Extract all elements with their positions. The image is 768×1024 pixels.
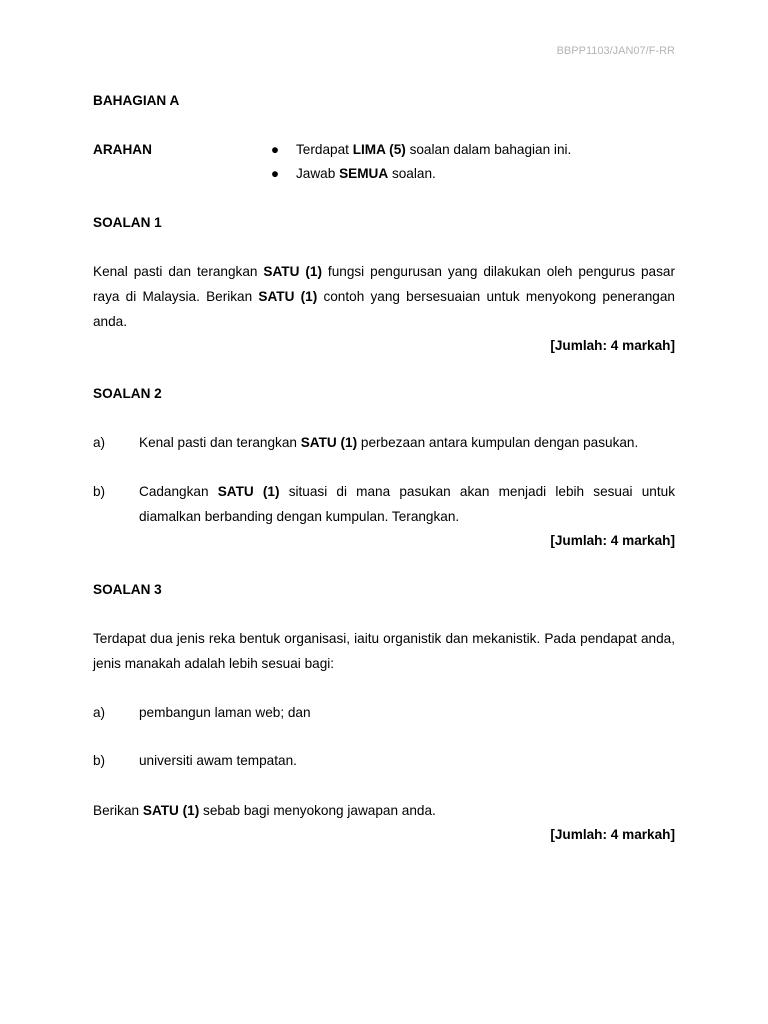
question-1-title: SOALAN 1 (93, 215, 162, 230)
question-3-intro: Terdapat dua jenis reka bentuk organisasi, iaitu organistik dan mekanistik. Pada pendapat anda, jenis manakah adalah lebih sesuai bagi: (93, 631, 675, 671)
question-2b-label: b) (93, 484, 106, 499)
bullet-icon: ● (270, 166, 280, 181)
question-3-marks: [Jumlah: 4 markah] (550, 827, 675, 842)
question-3b-label: b) (93, 753, 106, 768)
question-1-marks: [Jumlah: 4 markah] (550, 338, 675, 353)
question-2a-text: Kenal pasti dan terangkan SATU (1) perbezaan antara kumpulan dengan pasukan. (139, 435, 639, 450)
question-2-marks: [Jumlah: 4 markah] (550, 533, 675, 548)
document-code: BBPP1103/JAN07/F-RR (556, 45, 675, 57)
question-2b-text: Cadangkan SATU (1) situasi di mana pasukan akan menjadi lebih sesuai untuk diamalkan berbanding dengan kumpulan. Terangkan. (139, 484, 675, 524)
instructions-label: ARAHAN (93, 142, 152, 157)
question-3a-text: pembangun laman web; dan (139, 705, 311, 720)
instruction-item-2: Jawab SEMUA soalan. (296, 166, 436, 181)
section-title: BAHAGIAN A (93, 93, 180, 108)
question-3a-label: a) (93, 705, 106, 720)
question-2a-label: a) (93, 435, 106, 450)
question-3b-text: universiti awam tempatan. (139, 753, 297, 768)
question-3-title: SOALAN 3 (93, 582, 162, 597)
instruction-item-1: Terdapat LIMA (5) soalan dalam bahagian ini. (296, 142, 572, 157)
question-2-title: SOALAN 2 (93, 386, 162, 401)
bullet-icon: ● (270, 142, 280, 157)
question-1-text: Kenal pasti dan terangkan SATU (1) fungsi pengurusan yang dilakukan oleh pengurus pasar raya di Malaysia. Berikan SATU (1) contoh yang bersesuaian untuk menyokong penerangan anda. (93, 264, 675, 329)
question-3-closing: Berikan SATU (1) sebab bagi menyokong jawapan anda. (93, 803, 436, 818)
